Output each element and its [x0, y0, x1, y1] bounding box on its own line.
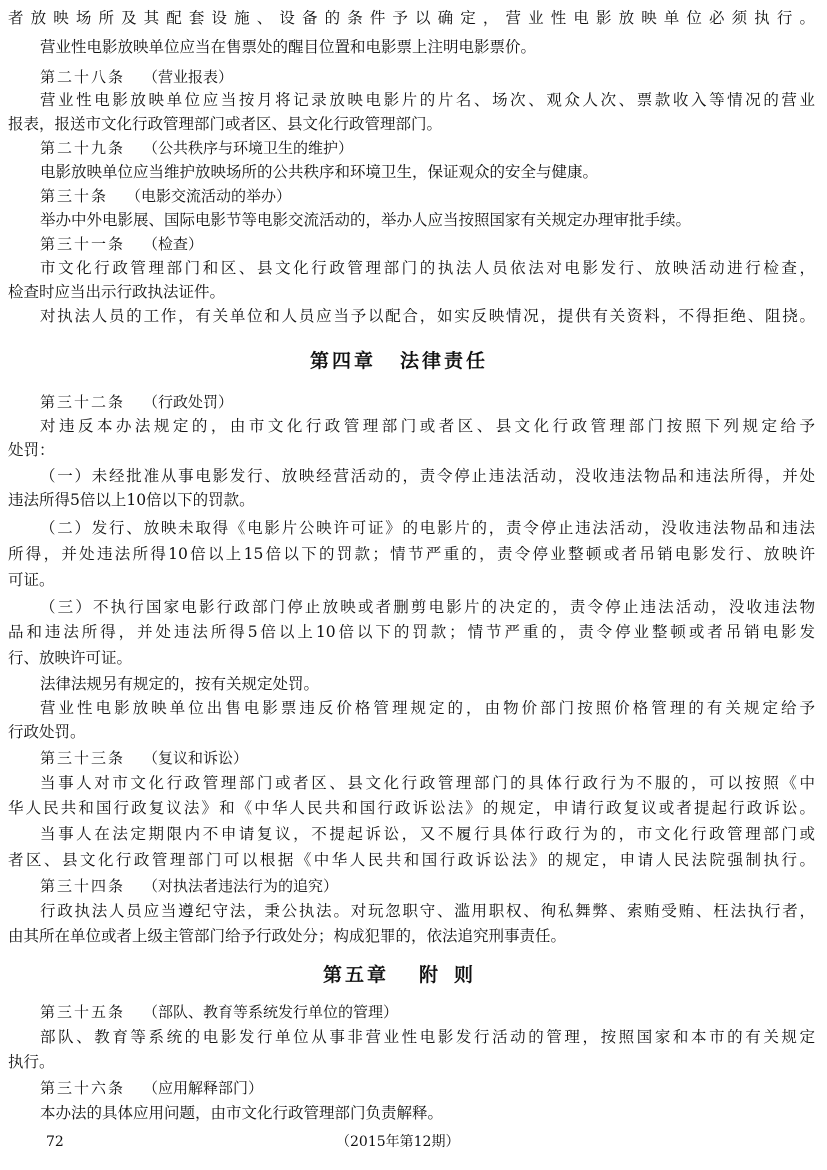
paragraph-line: （一）未经批准从事电影发行、放映经营活动的，责令停止违法活动，没收违法物品和违法所得，并处	[40, 467, 815, 485]
paragraph-line: 处罚：	[8, 441, 55, 459]
chapter-heading-4	[310, 348, 488, 374]
paragraph-line: 对违反本办法规定的，由市文化行政管理部门或者区、县文化行政管理部门按照下列规定给予	[40, 417, 815, 435]
article-title: （电影交流活动的举办）	[126, 187, 292, 205]
paragraph-line: 违法所得5倍以上10倍以下的罚款。	[8, 491, 255, 509]
paragraph-line: 所得，并处违法所得10倍以上15倍以下的罚款；情节严重的，责令停业整顿或者吊销电影发行、放映许	[8, 545, 815, 563]
issue-label: （2015年第12期）	[336, 1134, 460, 1150]
article-number: 第三十三条	[40, 749, 126, 767]
article-title: （对执法者违法行为的追究）	[143, 877, 339, 895]
article-title: （营业报表）	[143, 68, 234, 86]
paragraph-line: 当事人对市文化行政管理部门或者区、县文化行政管理部门的具体行政行为不服的，可以按照《中	[40, 774, 815, 792]
paragraph-line: 报表，报送市文化行政管理部门或者区、县文化行政管理部门。	[8, 115, 443, 133]
paragraph-line: 者放映场所及其配套设施、设备的条件予以确定，营业性电影放映单位必须执行。	[8, 9, 815, 27]
paragraph-line: 营业性电影放映单位应当在售票处的醒目位置和电影票上注明电影票价。	[40, 38, 537, 56]
article-title: （公共秩序与环境卫生的维护）	[143, 139, 354, 157]
paragraph-line: 电影放映单位应当维护放映场所的公共秩序和环境卫生，保证观众的安全与健康。	[40, 163, 599, 181]
paragraph-line: （二）发行、放映未取得《电影片公映许可证》的电影片的，责令停止违法活动，没收违法物品和违法	[40, 519, 815, 537]
chapter-heading-5	[323, 962, 489, 988]
article-heading-34	[40, 876, 338, 896]
paragraph-line: 由其所在单位或者上级主管部门给予行政处分；构成犯罪的，依法追究刑事责任。	[8, 927, 567, 945]
article-heading-31	[40, 234, 203, 254]
article-number: 第二十八条	[40, 68, 126, 86]
article-title: （检查）	[143, 235, 204, 253]
paragraph-line: 可证。	[8, 571, 55, 589]
paragraph-line: 执行。	[8, 1053, 55, 1071]
paragraph-line: 法律法规另有规定的，按有关规定处罚。	[40, 675, 320, 693]
article-number: 第三十四条	[40, 877, 126, 895]
paragraph-line: 华人民共和国行政复议法》和《中华人民共和国行政诉讼法》的规定，申请行政复议或者提起行政诉讼。	[8, 799, 815, 817]
paragraph-line: 行政处罚。	[8, 723, 86, 741]
paragraph-line: 者区、县文化行政管理部门可以根据《中华人民共和国行政诉讼法》的规定，申请人民法院强制执行。	[8, 851, 815, 869]
paragraph-line: 举办中外电影展、国际电影节等电影交流活动的，举办人应当按照国家有关规定办理审批手续。	[40, 211, 692, 229]
article-heading-30	[40, 186, 291, 206]
page-number: 72	[46, 1134, 64, 1150]
chapter-title: 附则	[419, 964, 490, 986]
article-number: 第三十一条	[40, 235, 126, 253]
paragraph-line: 营业性电影放映单位应当按月将记录放映电影片的片名、场次、观众人次、票款收入等情况的营业	[40, 91, 815, 109]
paragraph-line: 对执法人员的工作，有关单位和人员应当予以配合，如实反映情况，提供有关资料，不得拒绝、阻挠。	[40, 307, 815, 325]
article-title: （行政处罚）	[143, 393, 234, 411]
chapter-number: 第五章	[323, 964, 390, 986]
paragraph-line: 检查时应当出示行政执法证件。	[8, 283, 226, 301]
article-number: 第三十五条	[40, 1003, 126, 1021]
article-heading-28	[40, 67, 233, 87]
article-heading-29	[40, 138, 353, 158]
paragraph-line: 营业性电影放映单位出售电影票违反价格管理规定的，由物价部门按照价格管理的有关规定给予	[40, 699, 815, 717]
article-number: 第三十条	[40, 187, 109, 205]
article-title: （应用解释部门）	[143, 1079, 264, 1097]
article-title: （复议和诉讼）	[143, 749, 249, 767]
chapter-title: 法律责任	[400, 350, 489, 372]
article-number: 第二十九条	[40, 139, 126, 157]
paragraph-line: 部队、教育等系统的电影发行单位从事非营业性电影发行活动的管理，按照国家和本市的有关规定	[40, 1028, 815, 1046]
article-title: （部队、教育等系统发行单位的管理）	[143, 1003, 399, 1021]
article-heading-35	[40, 1002, 398, 1022]
paragraph-line: 品和违法所得，并处违法所得5倍以上10倍以下的罚款；情节严重的，责令停业整顿或者吊销电影发	[8, 623, 815, 641]
paragraph-line: 市文化行政管理部门和区、县文化行政管理部门的执法人员依法对电影发行、放映活动进行检查，	[40, 259, 815, 277]
paragraph-line: 本办法的具体应用问题，由市文化行政管理部门负责解释。	[40, 1104, 444, 1122]
article-number: 第三十二条	[40, 393, 126, 411]
article-number: 第三十六条	[40, 1079, 126, 1097]
article-heading-36	[40, 1078, 263, 1098]
article-heading-33	[40, 748, 248, 768]
chapter-number: 第四章	[310, 350, 377, 372]
paragraph-line: 行政执法人员应当遵纪守法，秉公执法。对玩忽职守、滥用职权、徇私舞弊、索贿受贿、枉法执行者，	[40, 902, 815, 920]
paragraph-line: 行、放映许可证。	[8, 649, 133, 667]
paragraph-line: （三）不执行国家电影行政部门停止放映或者删剪电影片的决定的，责令停止违法活动，没收违法物	[40, 598, 815, 616]
paragraph-line: 当事人在法定期限内不申请复议，不提起诉讼，又不履行具体行政行为的，市文化行政管理部门或	[40, 825, 815, 843]
article-heading-32	[40, 392, 233, 412]
